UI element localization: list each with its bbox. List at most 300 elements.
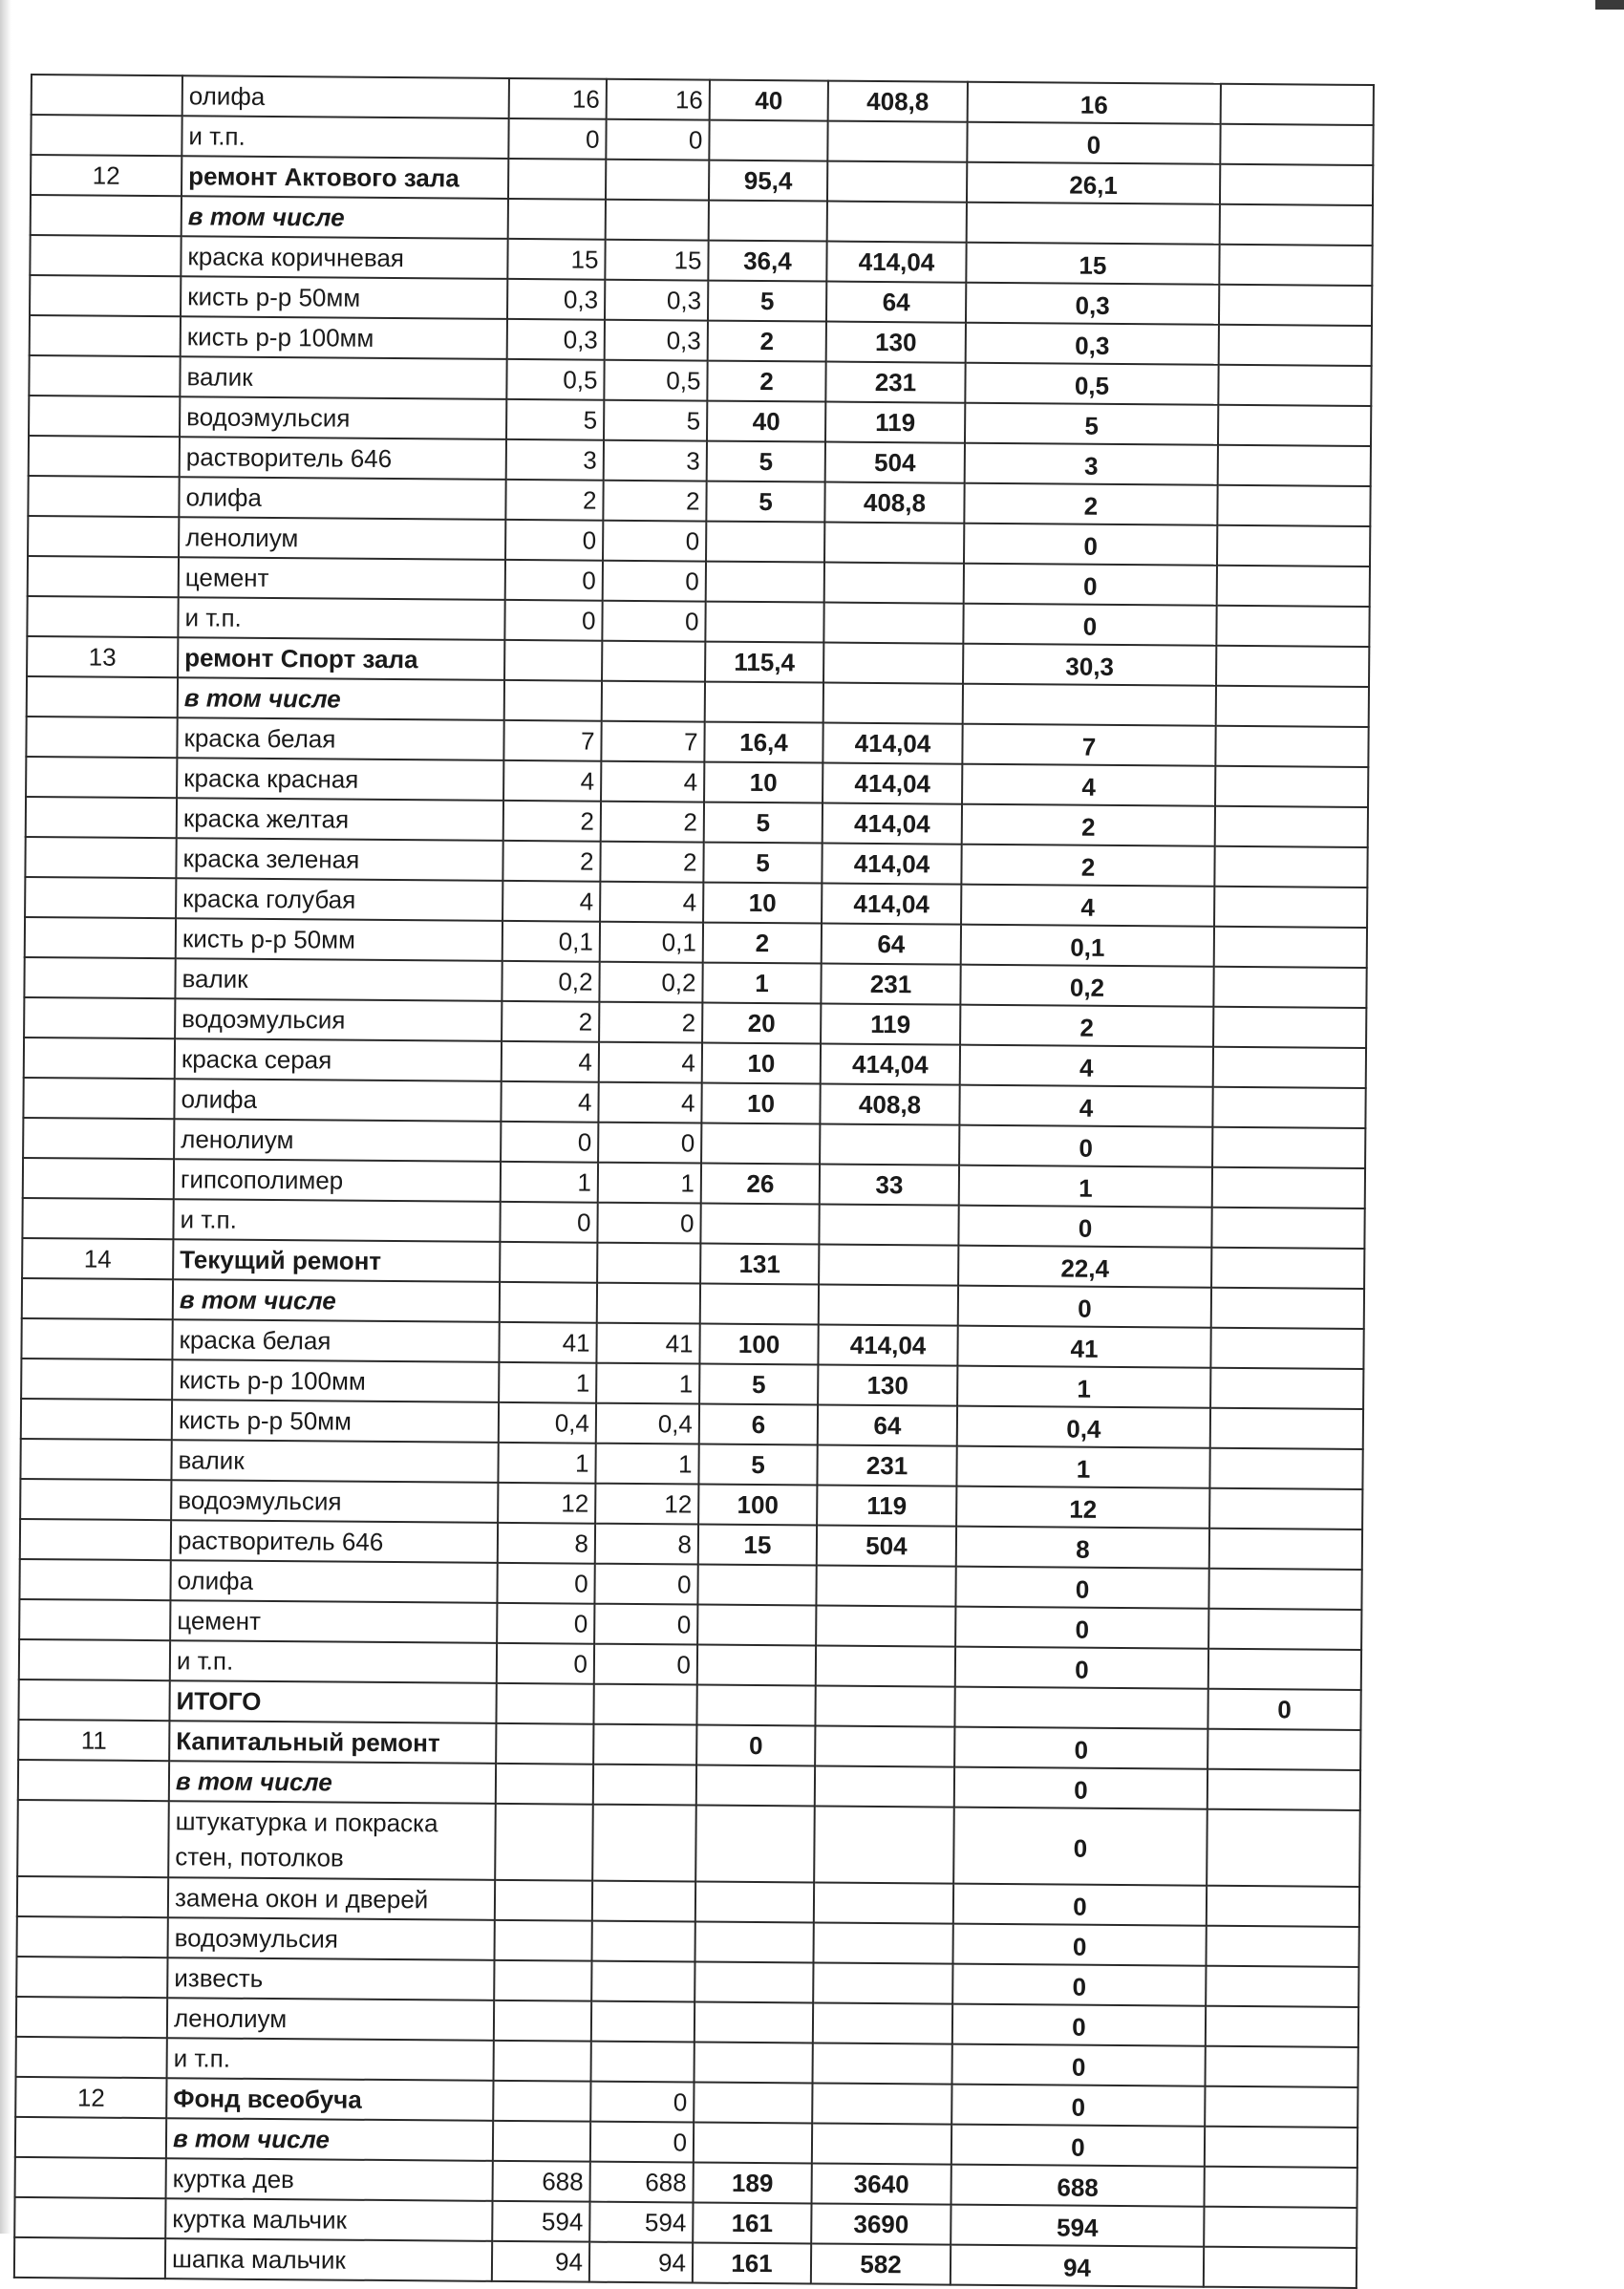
amount-cell (697, 1565, 816, 1606)
quantity-b-cell: 688 (590, 2162, 694, 2203)
row-number-cell (28, 556, 179, 597)
quantity-b-cell: 594 (589, 2202, 693, 2243)
total-cell (1215, 726, 1368, 767)
item-name-cell: в том числе (178, 677, 504, 720)
item-name-cell: ремонт Спорт зала (178, 637, 504, 680)
row-number-cell (26, 717, 177, 758)
value-cell: 94 (951, 2245, 1204, 2287)
quantity-b-cell: 1 (598, 1163, 701, 1204)
value-cell: 0 (953, 1884, 1207, 1926)
price-cell: 414,04 (818, 1325, 957, 1366)
row-number-cell (21, 1399, 172, 1440)
value-cell: 688 (951, 2165, 1205, 2207)
quantity-a-cell: 7 (503, 720, 601, 761)
quantity-b-cell: 1 (595, 1444, 698, 1485)
price-cell (823, 643, 963, 684)
value-cell: 0 (955, 1567, 1208, 1609)
price-cell (820, 1124, 959, 1166)
value-cell: 8 (956, 1527, 1209, 1569)
quantity-a-cell (496, 1723, 593, 1765)
price-cell: 119 (817, 1486, 956, 1527)
row-number-cell (30, 315, 181, 356)
amount-cell: 161 (693, 2243, 811, 2284)
item-name-cell: олифа (174, 1079, 501, 1122)
amount-cell: 95,4 (709, 160, 827, 202)
value-cell: 0 (952, 1964, 1206, 2006)
value-cell: 2 (961, 845, 1214, 887)
row-number-cell: 14 (22, 1238, 173, 1279)
item-name-cell: и т.п. (173, 1199, 500, 1242)
total-cell (1210, 1328, 1363, 1369)
quantity-a-cell: 1 (499, 1362, 596, 1403)
price-cell (815, 1766, 954, 1808)
price-cell: 64 (822, 924, 961, 965)
row-number-cell (27, 596, 178, 637)
amount-cell: 131 (700, 1244, 819, 1285)
price-cell: 414,04 (823, 763, 962, 804)
row-number-cell (25, 917, 176, 958)
row-number-cell (21, 1358, 172, 1400)
quantity-b-cell: 0,1 (600, 922, 703, 963)
price-cell (824, 523, 964, 564)
item-name-cell: растворитель 646 (180, 437, 506, 480)
quantity-a-cell: 4 (503, 760, 601, 802)
quantity-b-cell (591, 1961, 694, 2002)
row-number-cell (30, 235, 181, 276)
price-cell (819, 1205, 958, 1246)
quantity-b-cell: 2 (603, 481, 706, 522)
row-number-cell (16, 2037, 167, 2078)
quantity-a-cell: 4 (502, 1041, 599, 1082)
item-name-cell: ленолиум (167, 1998, 494, 2041)
price-cell (816, 1646, 955, 1687)
row-number-cell (25, 877, 176, 918)
total-cell (1208, 1609, 1361, 1650)
total-cell (1220, 204, 1373, 246)
quantity-a-cell: 0 (501, 1122, 598, 1163)
row-number-cell (24, 997, 175, 1038)
item-name-cell: водоэмульсия (171, 1480, 498, 1523)
price-cell (812, 2123, 951, 2164)
item-name-cell: в том числе (169, 1761, 496, 1804)
item-name-cell: в том числе (173, 1279, 500, 1322)
value-cell: 0 (959, 1125, 1212, 1167)
amount-cell: 10 (702, 1043, 821, 1084)
value-cell (954, 1687, 1207, 1729)
price-cell (827, 202, 967, 243)
total-cell (1209, 1488, 1362, 1530)
total-cell (1212, 1087, 1365, 1128)
item-name-cell: краска зеленая (176, 838, 502, 881)
price-cell: 3690 (811, 2203, 951, 2244)
row-number-cell (24, 1038, 175, 1079)
scan-corner-mark (1595, 0, 1624, 10)
item-name-cell: водоэмульсия (168, 1917, 495, 1960)
amount-cell (695, 1806, 815, 1883)
price-cell: 119 (821, 1004, 960, 1045)
price-cell (819, 1285, 958, 1326)
quantity-a-cell: 0,4 (499, 1402, 596, 1444)
row-number-cell (31, 195, 182, 236)
row-number-cell (19, 1639, 170, 1680)
amount-cell: 5 (708, 281, 826, 322)
quantity-b-cell: 0,4 (596, 1403, 699, 1444)
price-cell (815, 1686, 954, 1727)
row-number-cell (15, 2157, 166, 2198)
total-cell (1219, 325, 1372, 366)
price-cell: 231 (817, 1445, 956, 1487)
amount-cell (694, 1962, 813, 2003)
item-name-cell: олифа (170, 1560, 497, 1603)
item-name-cell: и т.п. (167, 2038, 494, 2081)
value-cell: 1 (956, 1446, 1209, 1488)
total-cell: 0 (1207, 1689, 1360, 1730)
value-cell: 22,4 (958, 1246, 1211, 1288)
item-name-cell: ленолиум (174, 1119, 501, 1162)
price-cell: 414,04 (823, 803, 962, 845)
row-number-cell (25, 837, 176, 878)
total-cell (1206, 2006, 1358, 2047)
total-cell (1207, 1769, 1360, 1810)
row-number-cell (18, 1760, 169, 1801)
quantity-b-cell: 4 (601, 761, 704, 802)
row-number-cell (31, 115, 182, 156)
quantity-b-cell: 16 (607, 79, 710, 120)
quantity-b-cell: 15 (605, 240, 708, 281)
quantity-a-cell: 0 (500, 1202, 597, 1243)
row-number-cell (16, 1957, 167, 1998)
quantity-a-cell: 0 (497, 1603, 594, 1644)
row-number-cell (19, 1559, 170, 1600)
price-cell (823, 603, 963, 644)
amount-cell: 5 (706, 481, 824, 523)
total-cell (1213, 1047, 1366, 1088)
row-number-cell (24, 957, 175, 998)
item-name-cell: валик (171, 1440, 498, 1483)
quantity-b-cell: 0 (603, 521, 706, 562)
amount-cell: 10 (703, 883, 822, 924)
quantity-a-cell: 2 (502, 1001, 599, 1042)
price-cell: 231 (821, 964, 960, 1005)
quantity-b-cell: 4 (598, 1082, 701, 1123)
total-cell (1205, 2127, 1357, 2168)
quantity-a-cell: 0 (497, 1643, 594, 1684)
item-name-cell: валик (175, 958, 502, 1001)
row-number-cell (30, 275, 181, 316)
value-cell: 0 (952, 1924, 1206, 1966)
amount-cell (697, 1605, 816, 1646)
value-cell: 5 (965, 403, 1218, 445)
quantity-a-cell (494, 1960, 591, 2001)
quantity-a-cell (508, 199, 606, 240)
total-cell (1219, 245, 1372, 286)
quantity-b-cell: 1 (596, 1363, 699, 1404)
item-name-cell: валик (180, 356, 506, 399)
total-cell (1211, 1288, 1364, 1329)
total-cell (1214, 846, 1367, 888)
value-cell: 0 (952, 2004, 1206, 2046)
row-number-cell (22, 1278, 173, 1319)
amount-cell: 6 (699, 1404, 818, 1445)
quantity-b-cell: 0,3 (605, 280, 708, 321)
quantity-a-cell (495, 1880, 592, 1921)
row-number-cell (32, 75, 182, 116)
row-number-cell (14, 2237, 165, 2278)
quantity-a-cell: 0,3 (507, 319, 605, 360)
quantity-b-cell (597, 1243, 700, 1284)
quantity-a-cell: 0 (504, 600, 602, 641)
total-cell (1217, 566, 1370, 607)
quantity-a-cell: 4 (502, 881, 600, 922)
amount-cell (696, 1765, 815, 1807)
quantity-b-cell (592, 1921, 695, 1962)
price-cell (816, 1606, 955, 1647)
quantity-b-cell: 4 (600, 882, 703, 923)
price-cell: 3640 (812, 2163, 951, 2204)
price-cell: 408,8 (828, 81, 968, 122)
total-cell (1220, 164, 1373, 205)
value-cell: 12 (956, 1487, 1209, 1529)
quantity-a-cell: 1 (498, 1443, 595, 1484)
table-row (17, 1800, 1360, 1887)
price-cell: 33 (820, 1165, 959, 1206)
item-name-cell: олифа (182, 75, 509, 118)
row-number-cell (20, 1519, 171, 1560)
quantity-a-cell: 0 (505, 520, 603, 561)
value-cell: 0,3 (966, 323, 1219, 365)
row-number-cell (17, 1916, 168, 1957)
row-number-cell (20, 1439, 171, 1480)
quantity-a-cell: 94 (492, 2241, 589, 2282)
amount-cell (701, 1123, 820, 1165)
quantity-a-cell: 41 (499, 1322, 596, 1363)
amount-cell (709, 120, 827, 161)
quantity-b-cell: 0,5 (604, 360, 707, 401)
price-cell: 414,04 (826, 242, 966, 283)
amount-cell: 5 (699, 1364, 818, 1405)
quantity-a-cell: 1 (501, 1162, 598, 1203)
value-cell: 0 (955, 1647, 1208, 1689)
quantity-b-cell: 2 (601, 802, 704, 843)
amount-cell (694, 2083, 812, 2124)
quantity-b-cell (591, 2001, 694, 2043)
quantity-b-cell (597, 1283, 700, 1324)
quantity-b-cell (593, 1765, 696, 1806)
amount-cell: 100 (699, 1324, 818, 1365)
price-cell (813, 2043, 952, 2084)
amount-cell: 0 (696, 1725, 815, 1766)
value-cell: 0 (952, 2044, 1206, 2086)
quantity-b-cell: 0,3 (605, 320, 708, 361)
row-number-cell (14, 2197, 165, 2238)
price-cell (816, 1566, 955, 1607)
amount-cell: 15 (698, 1525, 817, 1566)
amount-cell: 161 (693, 2203, 811, 2244)
amount-cell: 2 (707, 361, 825, 402)
total-cell (1211, 1248, 1364, 1289)
row-number-cell (17, 1876, 168, 1917)
item-name-cell: ремонт Актового зала (182, 156, 508, 199)
quantity-b-cell: 4 (599, 1042, 702, 1083)
price-cell: 64 (826, 282, 966, 323)
total-cell (1215, 806, 1368, 847)
quantity-b-cell (602, 681, 705, 722)
item-name-cell: замена окон и дверей (168, 1877, 495, 1920)
scan-edge-shadow (0, 0, 11, 2234)
total-cell (1206, 1926, 1358, 1967)
price-cell (813, 1962, 952, 2003)
item-name-cell: кисть р-р 50мм (172, 1400, 499, 1443)
amount-cell: 5 (703, 843, 822, 884)
price-cell (827, 121, 967, 162)
value-cell (963, 684, 1216, 726)
item-name-cell: шапка мальчик (165, 2238, 492, 2281)
total-cell (1204, 2247, 1357, 2288)
total-cell (1207, 1886, 1359, 1927)
total-cell (1215, 766, 1368, 807)
price-cell (814, 1807, 954, 1884)
quantity-b-cell (592, 1881, 695, 1922)
row-number-cell (18, 1679, 169, 1721)
item-name-cell: штукатурка и покраска стен, потолков (168, 1801, 496, 1880)
total-cell (1205, 2046, 1357, 2087)
value-cell: 0,1 (961, 925, 1214, 967)
item-name-cell: цемент (170, 1600, 497, 1643)
item-name-cell: олифа (179, 477, 505, 520)
row-number-cell (28, 516, 179, 557)
value-cell: 0,5 (965, 363, 1218, 405)
row-number-cell (28, 476, 179, 517)
row-number-cell (20, 1479, 171, 1520)
total-cell (1216, 686, 1369, 727)
quantity-b-cell: 0,2 (599, 962, 702, 1003)
row-number-cell (15, 2117, 166, 2158)
value-cell: 4 (959, 1085, 1212, 1127)
total-cell (1205, 2167, 1357, 2208)
quantity-b-cell: 3 (604, 440, 707, 481)
value-cell: 0 (954, 1727, 1207, 1769)
amount-cell: 1 (702, 963, 821, 1004)
price-cell (814, 1882, 953, 1923)
item-name-cell: кисть р-р 50мм (181, 276, 507, 319)
price-cell: 231 (825, 362, 965, 403)
price-cell: 414,04 (823, 723, 962, 764)
item-name-cell: краска белая (172, 1319, 499, 1362)
quantity-a-cell (495, 1920, 592, 1961)
amount-cell: 5 (707, 441, 825, 482)
row-number-cell (23, 1078, 174, 1119)
quantity-a-cell (496, 1764, 593, 1805)
amount-cell: 10 (701, 1083, 820, 1124)
value-cell: 15 (966, 243, 1219, 285)
value-cell: 1 (959, 1166, 1212, 1208)
amount-cell (700, 1284, 819, 1325)
quantity-a-cell: 0 (508, 118, 606, 160)
total-cell (1210, 1368, 1363, 1409)
amount-cell (705, 682, 823, 723)
quantity-b-cell: 8 (595, 1524, 698, 1565)
price-cell (813, 2002, 952, 2043)
amount-cell (696, 1685, 815, 1726)
total-cell (1221, 84, 1374, 125)
item-name-cell: краска голубая (176, 878, 502, 921)
item-name-cell: растворитель 646 (171, 1520, 498, 1563)
row-number-cell (23, 1158, 174, 1199)
item-name-cell: Капитальный ремонт (169, 1721, 496, 1764)
quantity-a-cell (496, 1683, 593, 1724)
quantity-a-cell (493, 2121, 590, 2162)
quantity-a-cell: 0,1 (502, 921, 600, 962)
total-cell (1212, 1167, 1365, 1209)
value-cell: 0,3 (966, 283, 1219, 325)
row-number-cell (29, 396, 180, 437)
price-cell: 408,8 (824, 482, 964, 524)
quantity-b-cell: 0 (594, 1604, 697, 1645)
row-number-cell: 11 (18, 1720, 169, 1761)
price-cell: 130 (818, 1365, 957, 1406)
value-cell: 26,1 (967, 162, 1220, 204)
amount-cell: 189 (694, 2163, 812, 2204)
quantity-a-cell: 688 (493, 2161, 590, 2202)
amount-cell: 5 (704, 802, 823, 844)
item-name-cell: краска белая (177, 717, 503, 760)
total-cell (1213, 967, 1366, 1008)
amount-cell: 2 (708, 321, 826, 362)
value-cell: 0 (964, 564, 1217, 606)
total-cell (1218, 445, 1371, 486)
price-cell: 582 (811, 2243, 951, 2284)
total-cell (1216, 646, 1369, 687)
price-cell (824, 563, 964, 604)
value-cell: 41 (957, 1326, 1210, 1368)
amount-cell (706, 562, 824, 603)
quantity-b-cell: 0 (606, 119, 709, 160)
total-cell (1211, 1208, 1364, 1249)
price-cell (823, 683, 963, 724)
quantity-a-cell (493, 2081, 590, 2122)
quantity-a-cell: 0,5 (506, 359, 604, 400)
quantity-b-cell (592, 1805, 696, 1882)
value-cell: 16 (968, 82, 1221, 124)
amount-cell: 10 (704, 762, 823, 803)
price-cell: 504 (817, 1526, 956, 1567)
total-cell (1214, 887, 1367, 928)
total-cell (1210, 1408, 1363, 1449)
value-cell: 4 (960, 1045, 1213, 1087)
quantity-b-cell: 2 (600, 842, 703, 883)
total-cell (1204, 2207, 1357, 2248)
price-cell: 414,04 (822, 884, 961, 925)
total-cell (1213, 1007, 1366, 1048)
amount-cell (709, 201, 827, 242)
item-name-cell: краска коричневая (181, 236, 507, 279)
amount-cell: 26 (701, 1164, 820, 1205)
price-cell: 504 (825, 442, 965, 483)
quantity-a-cell (504, 680, 602, 721)
amount-cell (694, 2123, 812, 2164)
value-cell: 0 (955, 1607, 1208, 1649)
total-cell (1205, 2086, 1357, 2128)
document-sheet (13, 74, 1373, 2289)
row-number-cell (26, 757, 177, 798)
quantity-a-cell: 5 (506, 399, 604, 440)
total-cell (1218, 405, 1371, 446)
quantity-b-cell (591, 2042, 694, 2083)
value-cell: 4 (961, 885, 1214, 927)
price-cell: 119 (825, 402, 965, 443)
value-cell (967, 203, 1220, 245)
quantity-b-cell: 2 (599, 1002, 702, 1043)
